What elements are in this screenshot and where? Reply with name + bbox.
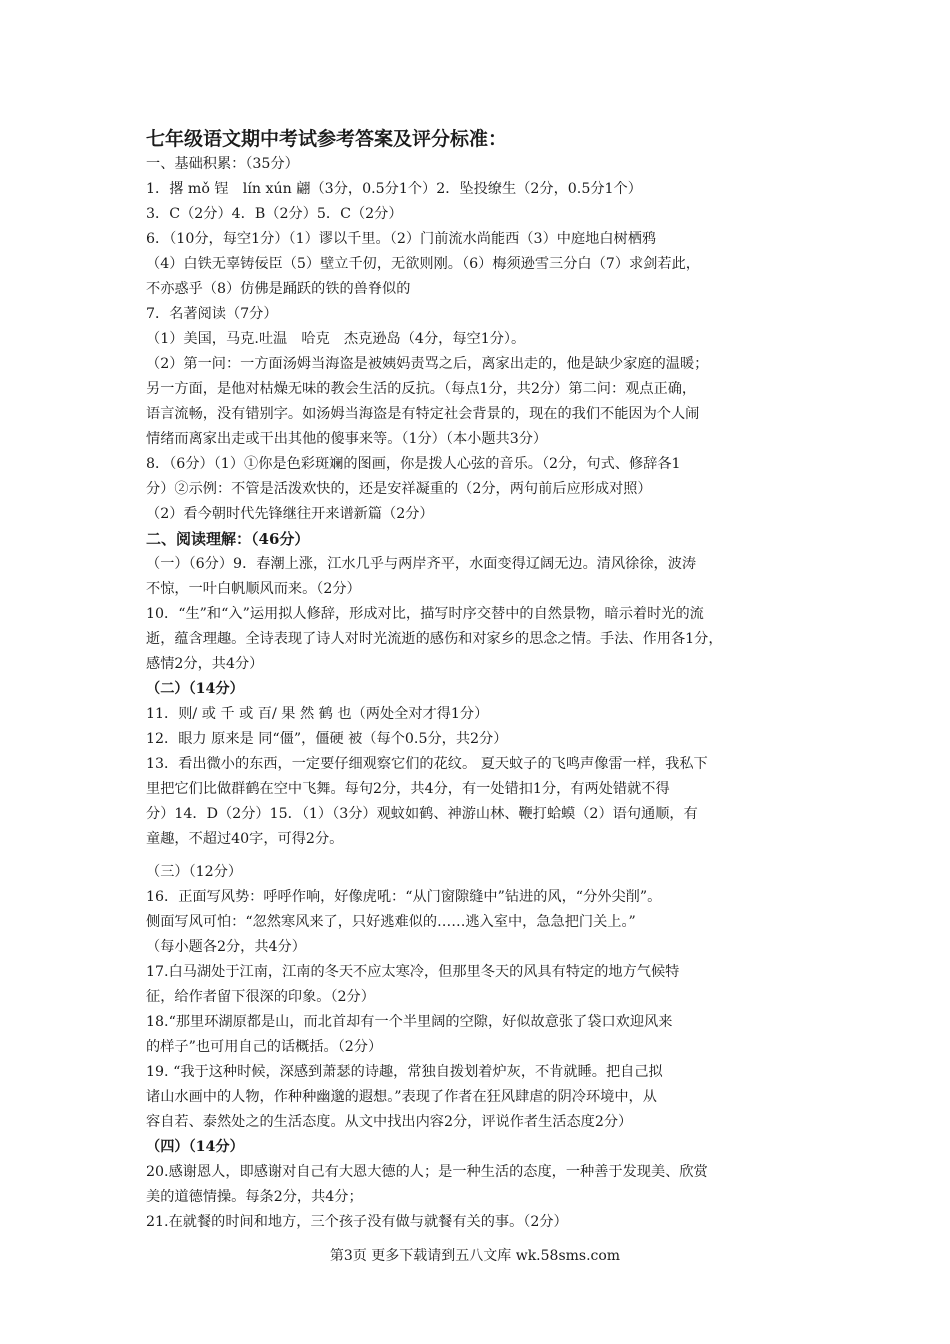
answer-line: 童趣，不超过40字，可得2分。 bbox=[146, 831, 344, 847]
answer-line: 语言流畅，没有错别字。如汤姆当海盗是有特定社会背景的，现在的我们不能因为个人闹 bbox=[146, 406, 700, 422]
answer-line: 美的道德情操。每条2分，共4分； bbox=[146, 1189, 363, 1205]
answer-line: 8．（6分）（1）①你是色彩斑斓的图画，你是拨人心弦的音乐。（2分，句式、修辞各1 bbox=[146, 456, 681, 472]
answer-line: 另一方面，是他对枯燥无味的教会生活的反抗。（每点1分，共2分）第二问：观点正确， bbox=[146, 381, 697, 397]
subsection-heading: （四）（14分） bbox=[146, 1139, 244, 1155]
subsection-heading: （三）（12分） bbox=[146, 864, 243, 880]
answer-line: 里把它们比做群鹤在空中飞舞。每句2分，共4分，有一处错扣1分，有两处错就不得 bbox=[146, 781, 670, 797]
page-footer: 第3页 更多下载请到五八文库 wk.58sms.com bbox=[329, 1248, 621, 1264]
section-heading-reading: 二、阅读理解：（46分） bbox=[146, 530, 310, 548]
answer-line: 13．看出微小的东西，一定要仔细观察它们的花纹。 夏天蚊子的飞鸣声像雷一样，我私下 bbox=[146, 756, 708, 772]
answer-line: 不亦惑乎（8）仿佛是踊跃的铁的兽脊似的 bbox=[146, 281, 411, 297]
answer-line: 的样子”也可用自己的话概括。（2分） bbox=[146, 1039, 383, 1055]
spacer bbox=[146, 852, 818, 860]
answer-line: 侧面写风可怕：“忽然寒风来了，只好逃难似的……逃入室中，急急把门关上。” bbox=[146, 914, 636, 930]
answer-line: 21.在就餐的时间和地方，三个孩子没有做与就餐有关的事。（2分） bbox=[146, 1214, 568, 1230]
answer-line: （1）美国，马克.吐温 哈克 杰克逊岛（4分，每空1分）。 bbox=[146, 331, 526, 347]
answer-line: 12．眼力 原来是 同“僵”，僵硬 被（每个0.5分，共2分） bbox=[146, 731, 508, 747]
section-heading-basics: 一、基础积累：（35分） bbox=[146, 156, 299, 172]
answer-line: 1．撂 mǒ 锃 lín xún 翩（3分，0.5分1个）2．坠投缭生（2分，0.5分1个） bbox=[146, 181, 642, 197]
answer-line: 情绪而离家出走或干出其他的傻事来等。（1分）（本小题共3分） bbox=[146, 431, 548, 447]
answer-line: 11．则/ 或 千 或 百/ 果 然 鹤 也（两处全对才得1分） bbox=[146, 706, 489, 722]
answer-line: 10．“生”和“入”运用拟人修辞，形成对比，描写时序交替中的自然景物，暗示着时光的流 bbox=[146, 606, 704, 622]
answer-line: 逝，蕴含理趣。全诗表现了诗人对时光流逝的感伤和对家乡的思念之情。手法、作用各1分， bbox=[146, 631, 723, 647]
answer-line: 感情2分，共4分） bbox=[146, 656, 264, 672]
answer-line: 16．正面写风势：呼呼作响，好像虎吼：“从门窗隙缝中”钻进的风，“分外尖削”。 bbox=[146, 889, 662, 905]
answer-line: 分）②示例：不管是活泼欢快的，还是安祥凝重的（2分，两句前后应形成对照） bbox=[146, 481, 652, 497]
answer-line: （2）看今朝时代先锋继往开来谱新篇（2分） bbox=[146, 506, 434, 522]
answer-line: 7．名著阅读（7分） bbox=[146, 306, 278, 322]
answer-line: 征，给作者留下很深的印象。（2分） bbox=[146, 989, 375, 1005]
answer-line: 3．C（2分）4．B（2分）5．C（2分） bbox=[146, 206, 403, 222]
answer-line: 分）14．D（2分）15．（1）（3分）观蚊如鹤、神游山林、鞭打蛤蟆（2）语句通顺，有 bbox=[146, 806, 698, 822]
page-title: 七年级语文期中考试参考答案及评分标准： bbox=[146, 128, 508, 150]
answer-content bbox=[146, 152, 818, 1235]
answer-line: 容自若、泰然处之的生活态度。从文中找出内容2分，评说作者生活态度2分） bbox=[146, 1114, 633, 1130]
answer-line: 18.“那里环湖原都是山，而北首却有一个半里阔的空隙，好似故意张了袋口欢迎风来 bbox=[146, 1014, 673, 1030]
answer-line: （4）白铁无辜铸佞臣（5）壁立千仞，无欲则刚。（6）梅须逊雪三分白（7）求剑若此， bbox=[146, 256, 700, 272]
answer-line: 17.白马湖处于江南，江南的冬天不应太寒冷，但那里冬天的风具有特定的地方气候特 bbox=[146, 964, 680, 980]
answer-line: 诸山水画中的人物，作种种幽邈的遐想。”表现了作者在狂风肆虐的阴冷环境中，从 bbox=[146, 1089, 657, 1105]
answer-line: （一）（6分）9．春潮上涨，江水几乎与两岸齐平，水面变得辽阔无边。清风徐徐，波涛 bbox=[146, 556, 697, 572]
subsection-heading: （二）（14分） bbox=[146, 681, 244, 697]
answer-line: 20.感谢恩人，即感谢对自己有大恩大德的人；是一种生活的态度，一种善于发现美、欣赏 bbox=[146, 1164, 708, 1180]
answer-line: （每小题各2分，共4分） bbox=[146, 939, 306, 955]
answer-line: 19. “我于这种时候，深感到萧瑟的诗趣，常独自拨划着炉灰，不肯就睡。把自己拟 bbox=[146, 1064, 663, 1080]
answer-line: （2）第一问：一方面汤姆当海盗是被姨妈责骂之后，离家出走的，他是缺少家庭的温暖； bbox=[146, 356, 709, 372]
answer-line: 不惊，一叶白帆顺风而来。（2分） bbox=[146, 581, 361, 597]
answer-line: 6．（10分，每空1分）（1）谬以千里。（2）门前流水尚能西（3）中庭地白树栖鸦 bbox=[146, 231, 657, 247]
